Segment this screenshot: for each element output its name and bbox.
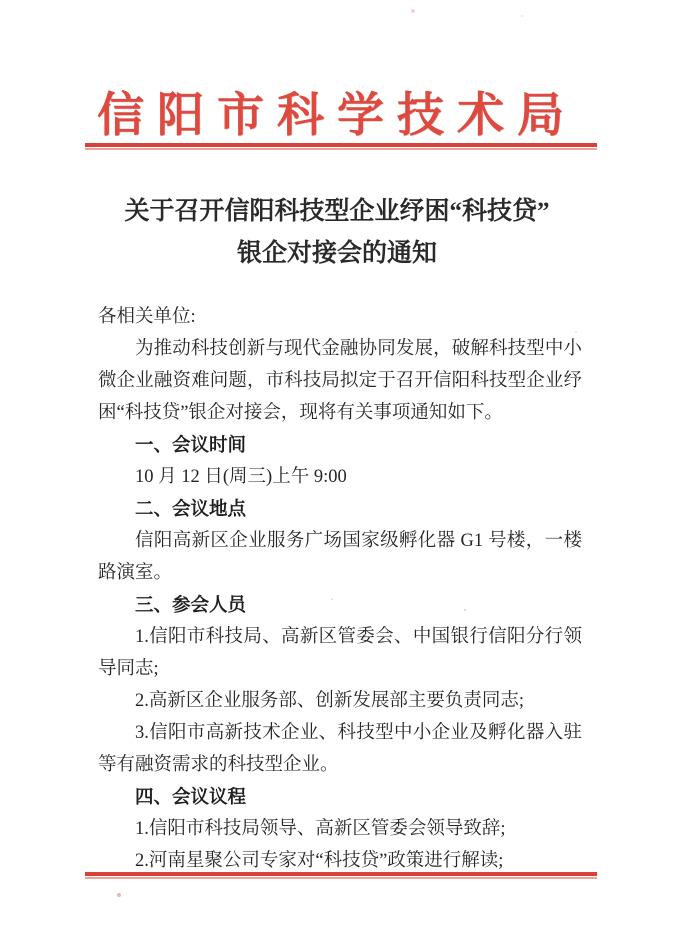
section-heading-attendees: 三、参会人员 [135, 594, 247, 615]
intro-paragraph: 为推动科技创新与现代金融协同发展，破解科技型中小微企业融资难问题，市科技局拟定于召开信阳科技型企业纾困“科技贷”银企对接会，现将有关事项通知如下。 [98, 339, 582, 423]
document-title [40, 191, 634, 275]
page-bottom-rule [85, 872, 597, 879]
agenda-item-2: 2.河南星聚公司专家对“科技贷”政策进行解读; [135, 851, 504, 871]
attendees-item-3: 3.信阳市高新技术企业、科技型中小企业及孵化器入驻等有融资需求的科技型企业。 [98, 723, 582, 775]
agenda-item-1: 1.信阳市科技局领导、高新区管委会领导致辞; [135, 819, 506, 839]
meeting-time-value: 10 月 12 日(周三)上午 9:00 [135, 467, 347, 487]
section-heading-agenda: 四、会议议程 [135, 786, 247, 807]
section-heading-meeting-time: 一、会议时间 [135, 434, 247, 455]
page-bottom-rule-line [85, 872, 597, 876]
document-body [98, 301, 582, 877]
scan-noise-specks [0, 0, 2, 2]
page-bottom-rule-echo [85, 877, 597, 879]
document-title-line2: 银企对接会的通知 [236, 240, 437, 267]
document-title-line1: 关于召开信阳科技型企业纾困“科技贷” [124, 198, 550, 225]
letterhead-rule-line [85, 143, 597, 147]
section-heading-meeting-place: 二、会议地点 [135, 498, 247, 519]
attendees-item-1: 1.信阳市科技局、高新区管委会、中国银行信阳分行领导同志; [98, 627, 582, 679]
letterhead-rule-echo [85, 148, 597, 150]
meeting-place-value: 信阳高新区企业服务广场国家级孵化器 G1 号楼，一楼路演室。 [98, 531, 582, 583]
attendees-item-2: 2.高新区企业服务部、创新发展部主要负责同志; [135, 691, 525, 711]
agency-letterhead: 信阳市科学技术局 [97, 90, 577, 142]
salutation: 各相关单位: [98, 307, 196, 327]
letterhead-rule [85, 143, 597, 150]
